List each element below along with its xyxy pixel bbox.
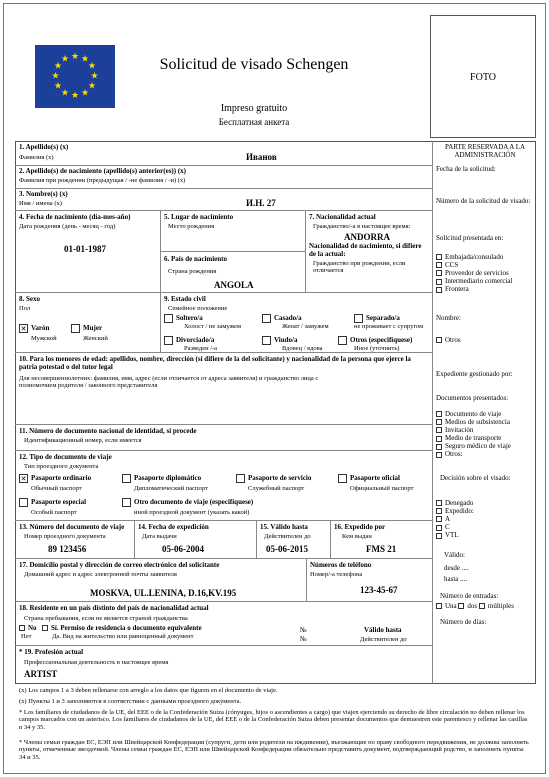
- f8-label: 8. Sexo: [19, 295, 40, 303]
- document-number-value[interactable]: 89 123456: [48, 544, 87, 554]
- address-value[interactable]: MOSKVA, UL.LENINA, D.16,KV.195: [90, 588, 237, 598]
- admin-entradas-opts: [436, 602, 514, 610]
- entradas-opt[interactable]: múltiples: [479, 602, 514, 610]
- admin-documentos-list: [436, 410, 511, 458]
- residence-number-label: №: [300, 626, 307, 634]
- documentos-opt[interactable]: Otros:: [436, 450, 511, 458]
- f19-label: * 19. Profesión actual: [19, 648, 84, 656]
- residence-yes-option[interactable]: Sí. Permiso de residencia o documento equivalente Да. Вид на жительство или равноценный документ: [42, 624, 202, 641]
- f12-label-ru: Тип проездного документа: [24, 463, 99, 470]
- civil-divorced-option[interactable]: Divorciado/a Разведен /-а: [164, 336, 217, 352]
- admin-hasta: hasta ....: [444, 575, 468, 583]
- f7-birth-label-ru: Гражданство при рождении, если отличается: [313, 260, 406, 275]
- admin-decision-list: [436, 499, 474, 539]
- f1-label-ru: Фамилия (x): [19, 154, 54, 161]
- f15-label: 15. Válido hasta: [260, 523, 308, 531]
- svg-text:★: ★: [80, 87, 90, 98]
- admin-presentada-list: [436, 253, 512, 293]
- residence-number-label-2: №: [300, 635, 307, 643]
- entradas-opt[interactable]: dos: [458, 602, 477, 610]
- f14-label-ru: Дата выдачи: [142, 533, 177, 540]
- presentada-opt[interactable]: Intermediario comercial: [436, 277, 512, 285]
- civil-separated-option[interactable]: Separado/a не проживает с супругом: [354, 314, 424, 330]
- f1-label: 1. Apellido(s) (x): [19, 143, 69, 151]
- f13-label: 13. Número del documento de viaje: [19, 523, 125, 531]
- residence-no-option[interactable]: No Нет: [21, 624, 37, 641]
- admin-valido: Válido:: [444, 551, 465, 559]
- issue-date-value[interactable]: 05-06-2004: [162, 544, 204, 554]
- svg-text:★: ★: [80, 53, 90, 64]
- svg-text:★: ★: [60, 53, 70, 64]
- svg-text:★: ★: [87, 60, 97, 71]
- f5-label-ru: Место рождения: [168, 223, 215, 230]
- admin-otros[interactable]: Otros: [436, 336, 461, 344]
- f10-label-ru: Для несовершеннолетних: фамилия, имя, адрес (если отличается от адреса заявителя) и гражданство лица с полномочием родителя / законного представителя: [19, 375, 319, 390]
- male-checkbox[interactable]: ✕: [20, 325, 27, 333]
- admin-documentos: Documentos presentados:: [436, 394, 509, 402]
- nationality-value[interactable]: ANDORRA: [344, 232, 390, 242]
- f2-label: 2. Apellido(s) de nacimiento (apellido(s) anterior(es)) (x): [19, 167, 187, 175]
- given-names-value[interactable]: И.Н. 27: [246, 198, 276, 208]
- doc-other-option[interactable]: Otro documento de viaje (especifíquese) иной проездной документ (указать какой): [122, 498, 253, 516]
- f3-label: 3. Nombre(s) (x): [19, 190, 68, 198]
- f6-label-ru: Страна рождения: [168, 268, 217, 275]
- f18-label-ru: Страна пребывания, если не является страной гражданства: [24, 615, 188, 622]
- phone-label-ru: Номер/-а телефона: [310, 571, 363, 578]
- f3-label-ru: Имя / имена (x): [19, 200, 62, 207]
- decision-opt[interactable]: VTL: [436, 531, 474, 539]
- f16-label: 16. Expedido por: [334, 523, 386, 531]
- profession-value[interactable]: ARTIST: [24, 669, 58, 679]
- entradas-opt[interactable]: Una: [436, 602, 457, 610]
- admin-nombre: Nombre:: [436, 314, 461, 322]
- civil-married-option[interactable]: Casado/a Женат / замужем: [262, 314, 329, 330]
- eu-flag-icon: [35, 45, 115, 108]
- footnote-2-ru: * Члены семьи граждан ЕС, ЕЭП или Швейцарской Конфедерации (супруги, дети или родители на иждивении), въезжающие по праву свободного передвижения, не должны заполнять пункты, отмеченные звездочкой. Члены семьи граждан ЕС, ЕЭП или Швейцарской Конфедерации обязательно представить документ, подтверждающий родство, и заполнить пункты 34 и 35.: [19, 739, 529, 761]
- doc-official-option[interactable]: Pasaporte oficial Официальный паспорт: [338, 474, 413, 492]
- footnote-2: * Los familiares de ciudadanos de la UE, del EEE o de la Confederación Suiza (cónyuges, hijos o ascendientes a cargo) que viajen ejerciendo su derecho de libre circulación no deben rellenar los campos marcados con un asterisco. Los familiares de ciudadanos de la UE, del EEE o de la Confederación Suiza deben presentar documentos que demuestren este parentesco y rellenar las casillas n 34 y 35.: [19, 709, 528, 731]
- doc-special-option[interactable]: Pasaporte especial Особый паспорт: [19, 498, 86, 516]
- sex-male-option[interactable]: ✕ Varón Мужской: [20, 324, 57, 342]
- admin-numero: Número de la solicitud de visado:: [436, 197, 531, 205]
- valid-until-value[interactable]: 05-06-2015: [266, 544, 308, 554]
- decision-opt[interactable]: Expedido:: [436, 507, 474, 515]
- surname-value[interactable]: Иванов: [246, 152, 277, 162]
- presentada-opt[interactable]: CCS: [436, 261, 512, 269]
- documentos-opt[interactable]: Documento de viaje: [436, 410, 511, 418]
- documentos-opt[interactable]: Medio de transporte: [436, 434, 511, 442]
- birth-country-value[interactable]: ANGOLA: [214, 280, 254, 290]
- f5-label: 5. Lugar de nacimiento: [164, 213, 234, 221]
- f17-label: 17. Domicilio postal y dirección de correo electrónico del solicitante: [19, 561, 220, 569]
- admin-presentada: Solicitud presentada en:: [436, 234, 504, 242]
- f15-label-ru: Действителен до: [264, 533, 311, 540]
- subtitle-ru: Бесплатная анкета: [218, 117, 290, 127]
- decision-opt[interactable]: C: [436, 523, 474, 531]
- doc-service-option[interactable]: Pasaporte de servicio Служебный паспорт: [236, 474, 311, 492]
- doc-diplomatic-option[interactable]: Pasaporte diplomático Дипломатический паспорт: [122, 474, 208, 492]
- f10-label: 10. Para los menores de edad: apellidos, nombre, dirección (si difiere de la del solicitante) y nacionalidad de la persona que ejerce la patria potestad o del tutor legal: [19, 355, 411, 372]
- admin-title: PARTE RESERVADA A LA ADMINISTRACIÓN: [444, 143, 526, 160]
- sex-female-option[interactable]: Mujer Женский: [71, 324, 108, 342]
- f13-label-ru: Номер проездного документа: [24, 533, 106, 540]
- residence-valid-label-ru: Действителен до: [360, 636, 407, 643]
- admin-dias: Número de días:: [440, 618, 487, 626]
- documentos-opt[interactable]: Invitación: [436, 426, 511, 434]
- presentada-opt[interactable]: Proveedor de servicios: [436, 269, 512, 277]
- issued-by-value[interactable]: FMS 21: [366, 544, 397, 554]
- documentos-opt[interactable]: Medios de subsistencia: [436, 418, 511, 426]
- f17-label-ru: Домашний адрес и адрес электронной почты заявителя: [24, 571, 177, 578]
- f16-label-ru: Кем выдан: [342, 533, 372, 540]
- subtitle-es: Impreso gratuito: [220, 103, 288, 114]
- footnote-1-ru: (x) Пункты 1 и 3 заполняются в соответствии с данными проездного документа.: [19, 698, 242, 705]
- admin-decision: Decisión sobre el visado:: [440, 474, 511, 482]
- phone-label: Números de teléfono: [310, 561, 372, 569]
- presentada-opt[interactable]: Frontera: [436, 285, 512, 293]
- phone-value[interactable]: 123-45-67: [360, 585, 398, 595]
- f11-label: 11. Número de documento nacional de identidad, si procede: [19, 427, 197, 435]
- presentada-opt[interactable]: Embajada/consulado: [436, 253, 512, 261]
- f7-label: 7. Nacionalidad actual: [309, 213, 376, 221]
- civil-single-option[interactable]: Soltero/a Холост / не замужем: [164, 314, 241, 330]
- doc-ordinary-option[interactable]: ✕ Pasaporte ordinario Обычный паспорт: [20, 474, 92, 492]
- female-checkbox[interactable]: [71, 324, 80, 333]
- admin-entradas: Número de entradas:: [440, 592, 499, 600]
- f11-label-ru: Идентификационный номер, если имеется: [24, 437, 142, 444]
- f9-label: 9. Estado civil: [164, 295, 206, 303]
- f8-label-ru: Пол: [19, 305, 31, 312]
- admin-gestionado: Expediente gestionado por:: [436, 370, 513, 378]
- f2-label-ru: Фамилия при рождении (предыдущая / -ие фамилия / -и) (x): [19, 177, 186, 184]
- f14-label: 14. Fecha de expedición: [138, 523, 209, 531]
- svg-text:★: ★: [60, 87, 70, 98]
- f6-label: 6. País de nacimiento: [164, 255, 227, 263]
- svg-text:★: ★: [70, 90, 80, 100]
- f7-birth-label: Nacionalidad de nacimiento, si difiere de la actual:: [309, 242, 422, 259]
- decision-opt[interactable]: Denegado: [436, 499, 474, 507]
- f9-label-ru: Семейное положение: [168, 305, 228, 312]
- residence-valid-label: Válido hasta: [364, 626, 402, 634]
- f19-label-ru: Профессиональная деятельность в настоящее время: [24, 659, 169, 666]
- svg-text:★: ★: [53, 80, 63, 91]
- decision-opt[interactable]: A: [436, 515, 474, 523]
- admin-desde: desde ....: [444, 564, 469, 572]
- visa-application-form: [3, 3, 546, 774]
- f18-label: 18. Residente en un país distinto del país de nacionalidad actual: [19, 604, 209, 612]
- photo-label: FOTO: [470, 72, 496, 83]
- f4-label-ru: Дата рождения (день - месяц - год): [19, 223, 116, 230]
- admin-fecha: Fecha de la solicitud:: [436, 165, 496, 173]
- form-title: Solicitud de visado Schengen: [159, 56, 349, 73]
- svg-text:★: ★: [87, 80, 97, 91]
- civil-widowed-option[interactable]: Viudo/a Вдовец / вдова: [262, 336, 323, 352]
- footnote-1: (x) Los campos 1 a 3 deben rellenarse con arreglo a los datos que figuren en el documento de viaje.: [19, 687, 278, 694]
- svg-text:★: ★: [53, 60, 63, 71]
- f7-label-ru: Гражданство/-а в настоящее время:: [313, 223, 411, 230]
- svg-text:★: ★: [90, 70, 99, 81]
- birth-date-value[interactable]: 01-01-1987: [64, 244, 106, 254]
- f12-label: 12. Tipo de documento de viaje: [19, 453, 112, 461]
- f4-label: 4. Fecha de nacimiento (día-mes-año): [19, 213, 131, 221]
- svg-text:★: ★: [70, 51, 80, 61]
- civil-other-option[interactable]: Otros (especifíquese) Иное (уточнить): [338, 336, 412, 352]
- svg-text:★: ★: [51, 70, 60, 81]
- documentos-opt[interactable]: Seguro médico de viaje: [436, 442, 511, 450]
